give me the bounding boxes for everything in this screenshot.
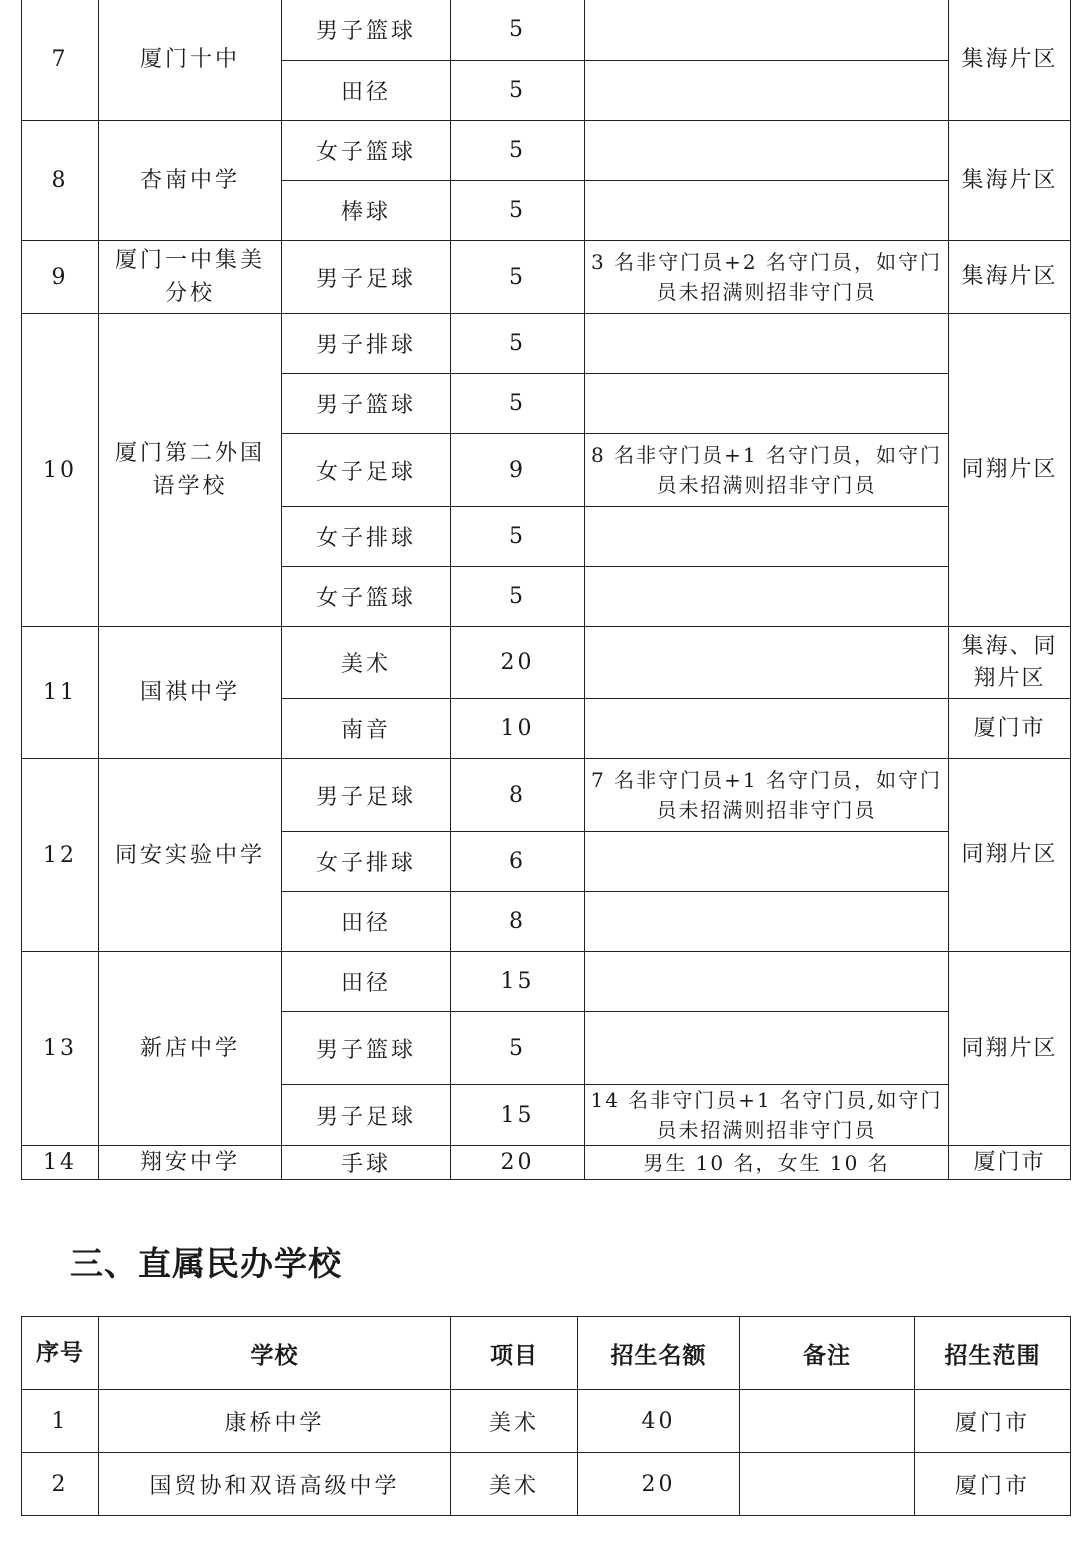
area-cell: 集海片区 [949, 121, 1071, 241]
item-cell: 棒球 [282, 181, 451, 241]
school-cell: 同安实验中学 [99, 759, 282, 952]
item-cell: 手球 [282, 1146, 451, 1180]
school-cell: 国贸协和双语高级中学 [99, 1453, 451, 1516]
quota-cell: 9 [451, 434, 585, 507]
quota-cell: 5 [451, 374, 585, 434]
item-cell: 男子足球 [282, 759, 451, 832]
area-cell: 厦门市 [915, 1390, 1071, 1453]
item-cell: 男子篮球 [282, 0, 451, 61]
remark-cell [585, 0, 949, 61]
remark-cell: 男生 10 名，女生 10 名 [585, 1146, 949, 1180]
remark-cell [585, 567, 949, 627]
remark-cell [585, 627, 949, 699]
quota-cell: 5 [451, 241, 585, 314]
table-row [22, 1146, 1071, 1180]
remark-cell [585, 699, 949, 759]
item-cell: 美术 [282, 627, 451, 699]
header-area: 招生范围 [915, 1317, 1071, 1390]
quota-cell: 8 [451, 892, 585, 952]
seq-cell: 8 [22, 121, 99, 241]
area-cell: 厦门市 [949, 699, 1071, 759]
item-cell: 女子篮球 [282, 567, 451, 627]
remark-cell: 8 名非守门员+1 名守门员，如守门员未招满则招非守门员 [585, 434, 949, 507]
quota-cell: 5 [451, 121, 585, 181]
item-cell: 男子足球 [282, 1085, 451, 1146]
quota-cell: 5 [451, 567, 585, 627]
item-cell: 田径 [282, 952, 451, 1012]
quota-cell: 8 [451, 759, 585, 832]
area-cell: 同翔片区 [949, 759, 1071, 952]
remark-cell [585, 892, 949, 952]
table-row [22, 241, 1071, 314]
quota-cell: 5 [451, 1012, 585, 1085]
admissions-table-body [22, 0, 1071, 1180]
area-cell: 集海、同翔片区 [949, 627, 1071, 699]
school-cell: 新店中学 [99, 952, 282, 1146]
seq-cell: 2 [22, 1453, 99, 1516]
remark-cell [585, 952, 949, 1012]
table-row [22, 759, 1071, 832]
remark-cell: 14 名非守门员+1 名守门员,如守门员未招满则招非守门员 [585, 1085, 949, 1146]
area-cell: 厦门市 [915, 1453, 1071, 1516]
quota-cell: 40 [578, 1390, 740, 1453]
item-cell: 男子篮球 [282, 374, 451, 434]
school-cell: 厦门第二外国语学校 [99, 314, 282, 627]
seq-cell: 1 [22, 1390, 99, 1453]
quota-cell: 20 [451, 627, 585, 699]
table-row [22, 0, 1071, 61]
header-item: 项目 [451, 1317, 578, 1390]
item-cell: 女子排球 [282, 832, 451, 892]
seq-cell: 11 [22, 627, 99, 759]
seq-cell: 14 [22, 1146, 99, 1180]
section-heading: 三、直属民办学校 [70, 1244, 342, 1283]
table-row [22, 1453, 1071, 1516]
seq-cell: 9 [22, 241, 99, 314]
remark-cell [585, 1012, 949, 1085]
remark-cell [585, 121, 949, 181]
remark-cell [585, 507, 949, 567]
header-row [22, 1317, 1071, 1390]
quota-cell: 6 [451, 832, 585, 892]
item-cell: 女子排球 [282, 507, 451, 567]
quota-cell: 5 [451, 507, 585, 567]
table-row [22, 952, 1071, 1012]
quota-cell: 5 [451, 181, 585, 241]
seq-cell: 7 [22, 0, 99, 121]
remark-cell [740, 1390, 915, 1453]
item-cell: 女子篮球 [282, 121, 451, 181]
header-remark: 备注 [740, 1317, 915, 1390]
table-row [22, 121, 1071, 181]
item-cell: 美术 [451, 1390, 578, 1453]
quota-cell: 15 [451, 1085, 585, 1146]
header-school: 学校 [99, 1317, 451, 1390]
remark-cell [585, 181, 949, 241]
item-cell: 男子排球 [282, 314, 451, 374]
seq-cell: 10 [22, 314, 99, 627]
area-cell: 厦门市 [949, 1146, 1071, 1180]
remark-cell [585, 832, 949, 892]
school-cell: 康桥中学 [99, 1390, 451, 1453]
table-row [22, 314, 1071, 374]
item-cell: 田径 [282, 892, 451, 952]
seq-cell: 13 [22, 952, 99, 1146]
remark-cell [740, 1453, 915, 1516]
item-cell: 美术 [451, 1453, 578, 1516]
header-seq: 序号 [22, 1317, 99, 1390]
area-cell: 同翔片区 [949, 952, 1071, 1146]
remark-cell: 7 名非守门员+1 名守门员，如守门员未招满则招非守门员 [585, 759, 949, 832]
school-cell: 厦门一中集美分校 [99, 241, 282, 314]
area-cell: 同翔片区 [949, 314, 1071, 627]
quota-cell: 10 [451, 699, 585, 759]
table-row [22, 627, 1071, 699]
school-cell: 杏南中学 [99, 121, 282, 241]
remark-cell [585, 374, 949, 434]
quota-cell: 5 [451, 314, 585, 374]
seq-cell: 12 [22, 759, 99, 952]
quota-cell: 5 [451, 0, 585, 61]
area-cell: 集海片区 [949, 0, 1071, 121]
header-quota: 招生名额 [578, 1317, 740, 1390]
private-schools-table [21, 1316, 1071, 1516]
remark-cell: 3 名非守门员+2 名守门员，如守门员未招满则招非守门员 [585, 241, 949, 314]
item-cell: 女子足球 [282, 434, 451, 507]
item-cell: 男子足球 [282, 241, 451, 314]
quota-cell: 5 [451, 61, 585, 121]
table-row [22, 1390, 1071, 1453]
area-cell: 集海片区 [949, 241, 1071, 314]
school-cell: 国祺中学 [99, 627, 282, 759]
school-cell: 厦门十中 [99, 0, 282, 121]
quota-cell: 20 [578, 1453, 740, 1516]
item-cell: 田径 [282, 61, 451, 121]
item-cell: 男子篮球 [282, 1012, 451, 1085]
remark-cell [585, 314, 949, 374]
admissions-table-continued [21, 0, 1071, 1180]
quota-cell: 20 [451, 1146, 585, 1180]
school-cell: 翔安中学 [99, 1146, 282, 1180]
item-cell: 南音 [282, 699, 451, 759]
quota-cell: 15 [451, 952, 585, 1012]
remark-cell [585, 61, 949, 121]
